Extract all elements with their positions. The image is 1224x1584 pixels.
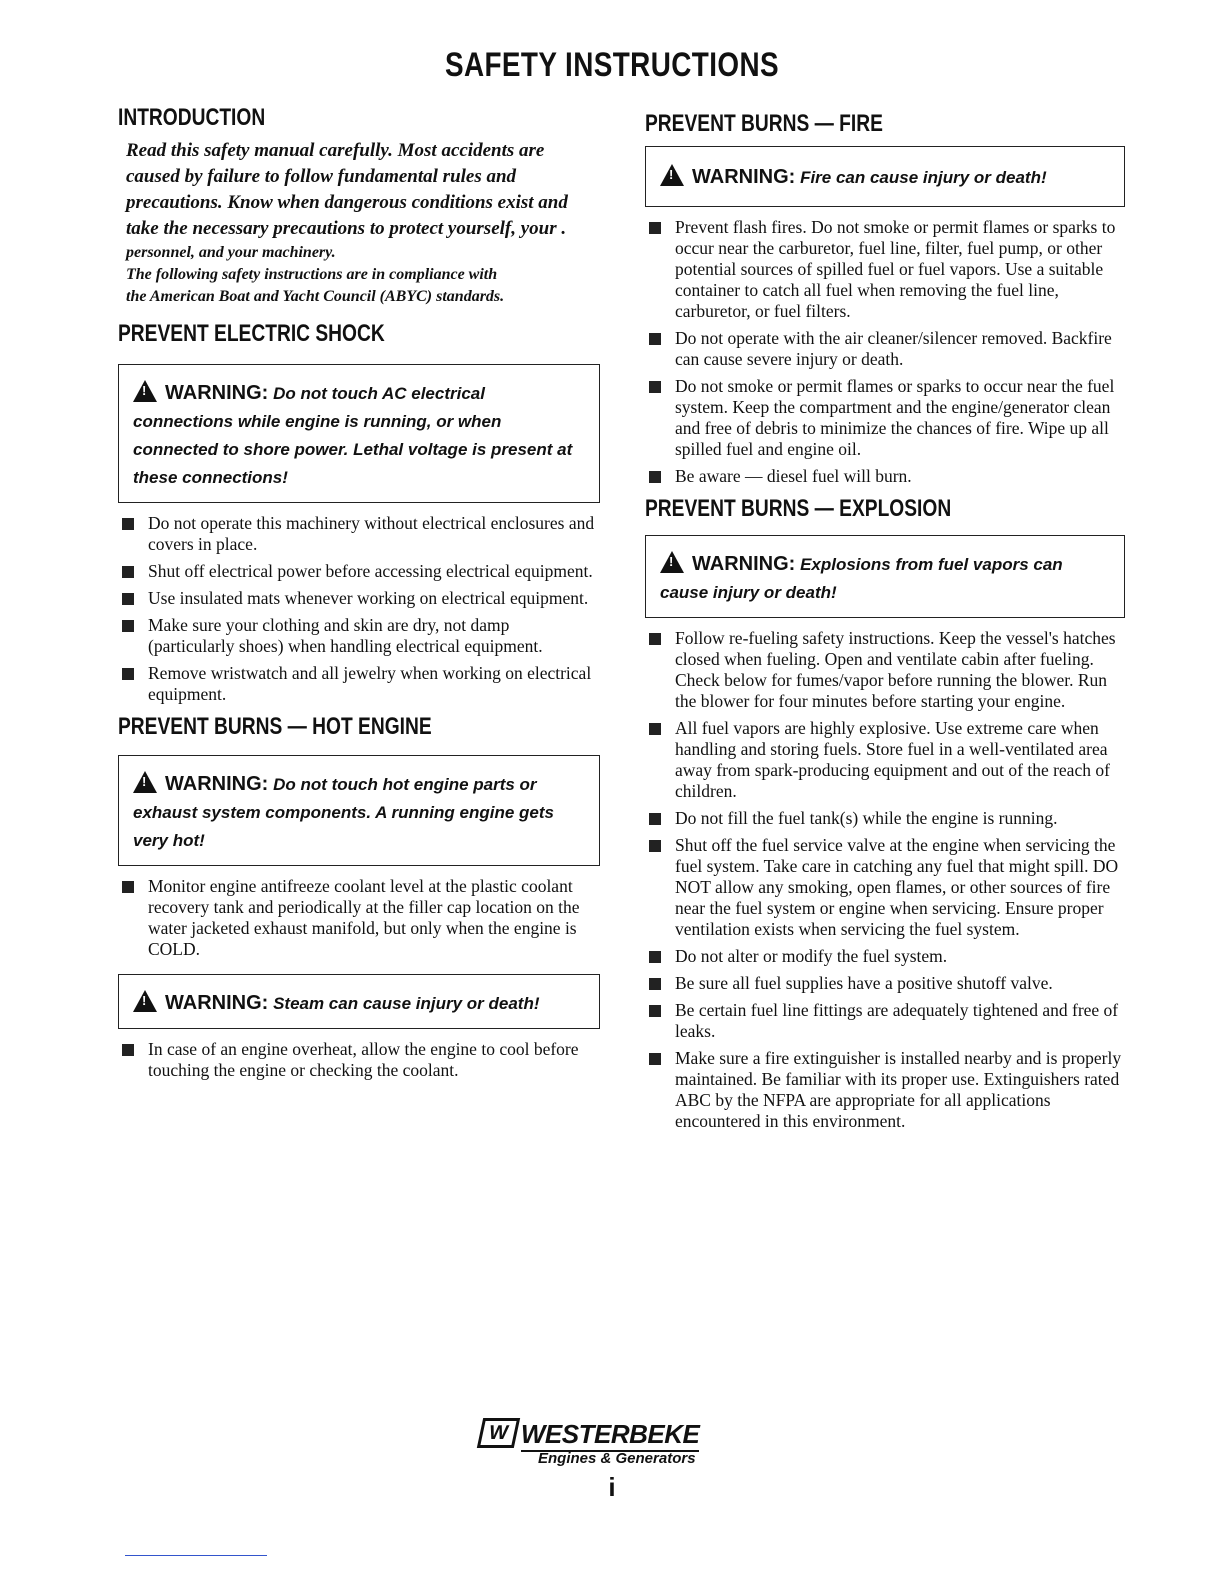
warning-text: Do not touch hot engine parts or exhaust system components. A running engine gets very hot!	[133, 775, 554, 850]
warning-text: Explosions from fuel vapors can cause injury or death!	[660, 555, 1063, 602]
bullet-icon	[649, 951, 661, 963]
fire-heading: PREVENT BURNS — FIRE	[645, 110, 883, 137]
explosion-heading: PREVENT BURNS — EXPLOSION	[645, 495, 952, 522]
list-item: Do not smoke or permit flames or sparks to occur near the fuel system. Keep the compartment and the engine/generator clean and free of debris to minimize the chances of fire. Wipe up all spilled fuel and engine oil.	[645, 376, 1125, 460]
list-item: Do not operate this machinery without electrical enclosures and covers in place.	[118, 513, 600, 555]
warning-icon	[133, 990, 157, 1012]
warning-icon	[660, 551, 684, 573]
list-item: Do not alter or modify the fuel system.	[645, 946, 1125, 967]
intro-line: take the necessary precautions to protect yourself, your .	[126, 218, 567, 239]
list-item: Follow re-fueling safety instructions. Keep the vessel's hatches closed when fueling. Open and ventilate cabin after fueling. Check below for fumes/vapor before running the blower. Run the blower for four minutes before starting your engine.	[645, 628, 1125, 712]
list-item: Be aware — diesel fuel will burn.	[645, 466, 1125, 487]
bullet-icon	[649, 840, 661, 852]
bullet-icon	[649, 633, 661, 645]
list-item: Prevent flash fires. Do not smoke or permit flames or sparks to occur near the carburetor, fuel line, filter, fuel pump, or other potential sources of spilled fuel or fuel vapors. Use a suitable container to catch all fuel when removing the fuel line, carburetor, or fuel filters.	[645, 217, 1125, 322]
list-item: In case of an engine overheat, allow the engine to cool before touching the engine or checking the coolant.	[118, 1039, 600, 1081]
bullet-icon	[649, 1005, 661, 1017]
intro-line: The following safety instructions are in compliance with	[126, 266, 498, 283]
bullet-icon	[649, 471, 661, 483]
bullet-icon	[649, 381, 661, 393]
bullet-icon	[649, 813, 661, 825]
warning-icon	[660, 164, 684, 186]
hot-engine-heading: PREVENT BURNS — HOT ENGINE	[118, 713, 432, 740]
intro-line: Read this safety manual carefully. Most accidents are	[126, 140, 545, 161]
warning-text: Do not touch AC electrical connections while engine is running, or when connected to shore power. Lethal voltage is present at these connections!	[133, 384, 573, 487]
warning-label: WARNING:	[165, 992, 269, 1014]
explosion-warning	[645, 535, 1125, 618]
warning-label: WARNING:	[692, 553, 796, 575]
bullet-icon	[649, 723, 661, 735]
steam-warning	[118, 974, 600, 1029]
brand-tagline: Engines & Generators	[538, 1449, 696, 1467]
warning-text: Steam can cause injury or death!	[273, 994, 540, 1013]
brand-name: WESTERBEKE	[521, 1419, 699, 1452]
warning-label: WARNING:	[165, 382, 269, 404]
bullet-icon	[122, 881, 134, 893]
intro-line: precautions. Know when dangerous conditions exist and	[126, 192, 568, 213]
list-item: Shut off electrical power before accessing electrical equipment.	[118, 561, 600, 582]
list-item: Be sure all fuel supplies have a positive shutoff valve.	[645, 973, 1125, 994]
left-column	[118, 102, 600, 1087]
hot-engine-list	[118, 876, 600, 960]
list-item: Make sure your clothing and skin are dry, not damp (particularly shoes) when handling electrical equipment.	[118, 615, 600, 657]
intro-line: personnel, and your machinery.	[126, 244, 336, 261]
bullet-icon	[122, 668, 134, 680]
explosion-list	[645, 628, 1125, 1132]
list-item: Do not fill the fuel tank(s) while the engine is running.	[645, 808, 1125, 829]
warning-text: Fire can cause injury or death!	[800, 168, 1047, 187]
electric-shock-warning	[118, 364, 600, 503]
bullet-icon	[649, 333, 661, 345]
fire-list	[645, 217, 1125, 487]
list-item: Do not operate with the air cleaner/silencer removed. Backfire can cause severe injury or death.	[645, 328, 1125, 370]
right-column	[645, 102, 1125, 1138]
bullet-icon	[122, 1044, 134, 1056]
bullet-icon	[649, 1053, 661, 1065]
introduction-heading: INTRODUCTION	[118, 104, 266, 131]
hot-engine-warning	[118, 755, 600, 866]
fire-warning	[645, 146, 1125, 207]
list-item: Shut off the fuel service valve at the engine when servicing the fuel system. Take care in catching any fuel that might spill. DO NOT allow any smoking, open flames, or other sources of fire near the fuel system or engine when servicing. Ensure proper ventilation exists when servicing the fuel system.	[645, 835, 1125, 940]
bullet-icon	[122, 518, 134, 530]
electric-shock-list	[118, 513, 600, 705]
warning-icon	[133, 771, 157, 793]
list-item: Make sure a fire extinguisher is installed nearby and is properly maintained. Be familiar with its proper use. Extinguishers rated ABC by the NFPA are appropriate for all applications encountered in this environment.	[645, 1048, 1125, 1132]
bullet-icon	[122, 593, 134, 605]
list-item: All fuel vapors are highly explosive. Use extreme care when handling and storing fuels. Store fuel in a well-ventilated area away from spark-producing equipment and out of the reach of children.	[645, 718, 1125, 802]
list-item: Monitor engine antifreeze coolant level at the plastic coolant recovery tank and periodically at the filler cap location on the water jacketed exhaust manifold, but only when the engine is COLD.	[118, 876, 600, 960]
list-item: Remove wristwatch and all jewelry when working on electrical equipment.	[118, 663, 600, 705]
electric-shock-heading: PREVENT ELECTRIC SHOCK	[118, 320, 385, 347]
introduction-text	[126, 138, 600, 308]
warning-icon	[133, 380, 157, 402]
bullet-icon	[649, 978, 661, 990]
bullet-icon	[122, 566, 134, 578]
steam-list	[118, 1039, 600, 1081]
list-item: Be certain fuel line fittings are adequately tightened and free of leaks.	[645, 1000, 1125, 1042]
westerbeke-logo-icon: W	[477, 1418, 520, 1448]
page-title: SAFETY INSTRUCTIONS	[444, 46, 780, 84]
footer-logo	[480, 1418, 760, 1467]
intro-line: caused by failure to follow fundamental rules and	[126, 166, 517, 187]
list-item: Use insulated mats whenever working on electrical equipment.	[118, 588, 600, 609]
bullet-icon	[649, 222, 661, 234]
bullet-icon	[122, 620, 134, 632]
intro-line: the American Boat and Yacht Council (ABYC) standards.	[126, 288, 505, 305]
footer-rule	[125, 1555, 267, 1556]
warning-label: WARNING:	[165, 773, 269, 795]
page-number: i	[608, 1472, 616, 1502]
warning-label: WARNING:	[692, 166, 796, 188]
